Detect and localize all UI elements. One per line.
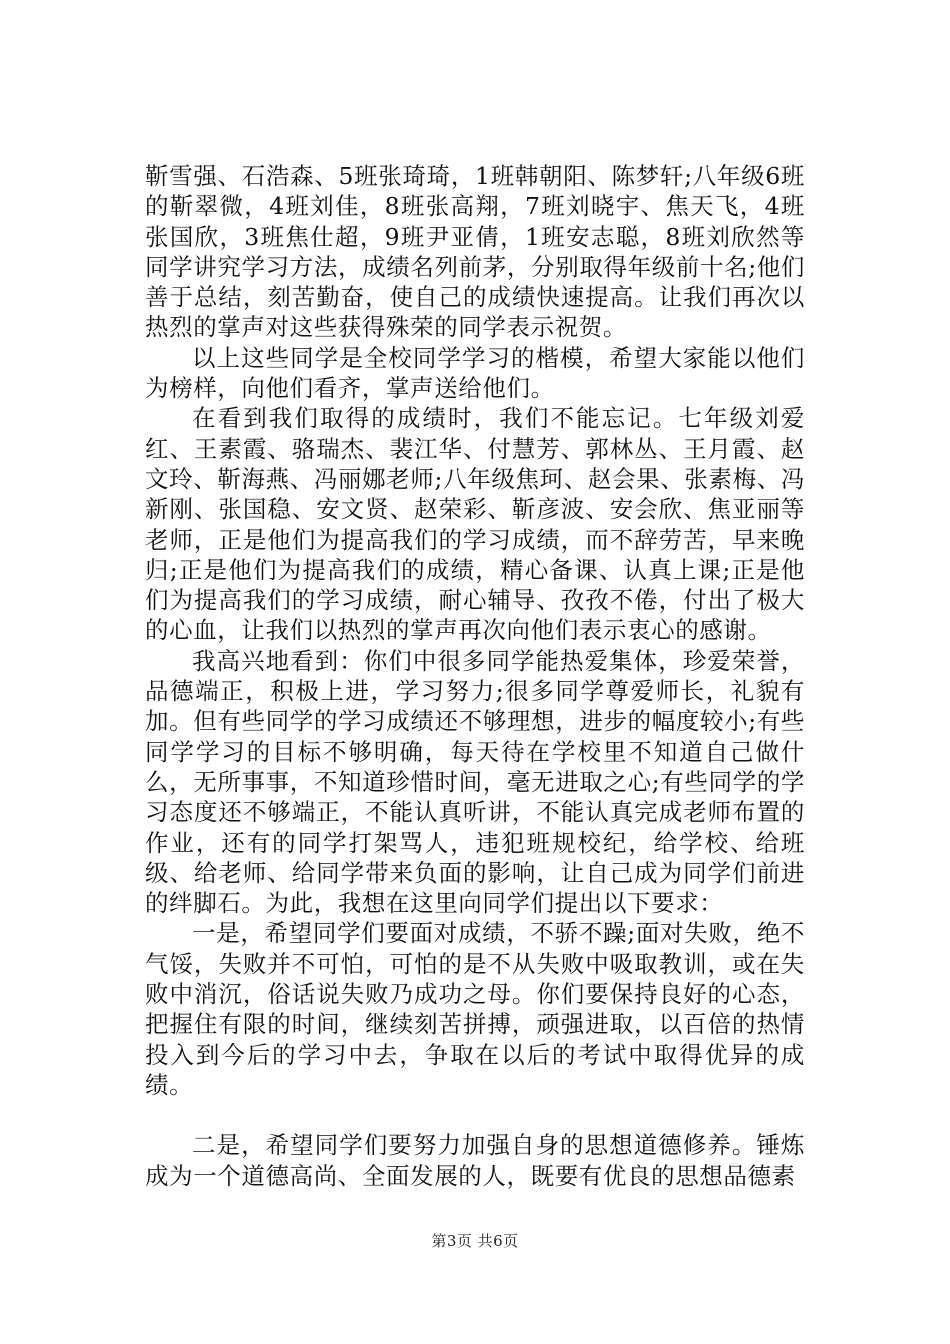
paragraph-6: 二是，希望同学们要努力加强自身的思想道德修养。锤炼成为一个道德高尚、全面发展的人，既要有优良的思想品德素	[145, 1131, 805, 1190]
paragraph-2: 以上这些同学是全校同学学习的楷模，希望大家能以他们为榜样，向他们看齐，掌声送给他们。	[145, 343, 805, 403]
page-footer	[0, 1230, 950, 1251]
paragraph-5: 一是，希望同学们要面对成绩，不骄不躁;面对失败，绝不气馁，失败并不可怕，可怕的是不从失败中吸取教训，或在失败中消沉，俗话说失败乃成功之母。你们要保持良好的心态，把握住有限的时间，继续刻苦拼搏，顽强进取，以百倍的热情投入到今后的学习中去，争取在以后的考试中取得优异的成绩。	[145, 919, 805, 1099]
document-body	[145, 161, 805, 1191]
page-number-label: 第3页 共6页	[431, 1232, 519, 1250]
paragraph-4: 我高兴地看到：你们中很多同学能热爱集体，珍爱荣誉，品德端正，积极上进，学习努力;很多同学尊爱师长，礼貌有加。但有些同学的学习成绩还不够理想，进步的幅度较小;有些同学学习的目标不够明确，每天待在学校里不知道自己做什么，无所事事，不知道珍惜时间，毫无进取之心;有些同学的学习态度还不够端正，不能认真听讲，不能认真完成老师布置的作业，还有的同学打架骂人，违犯班规校纪，给学校、给班级、给老师、给同学带来负面的影响，让自己成为同学们前进的绊脚石。为此，我想在这里向同学们提出以下要求：	[145, 646, 805, 918]
paragraph-3: 在看到我们取得的成绩时，我们不能忘记。七年级刘爱红、王素霞、骆瑞杰、裴江华、付慧芳、郭林丛、王月霞、赵文玲、靳海燕、冯丽娜老师;八年级焦珂、赵会果、张素梅、冯新刚、张国稳、安文贤、赵荣彩、靳彦波、安会欣、焦亚丽等老师，正是他们为提高我们的学习成绩，而不辞劳苦，早来晚归;正是他们为提高我们的成绩，精心备课、认真上课;正是他们为提高我们的学习成绩，耐心辅导、孜孜不倦，付出了极大的心血，让我们以热烈的掌声再次向他们表示衷心的感谢。	[145, 404, 805, 645]
paragraph-1: 靳雪强、石浩森、5班张琦琦，1班韩朝阳、陈梦轩;八年级6班的靳翠微，4班刘佳，8班张高翔，7班刘晓宇、焦天飞，4班张国欣，3班焦仕超，9班尹亚倩，1班安志聪，8班刘欣然等同学讲究学习方法，成绩名列前茅，分别取得年级前十名;他们善于总结，刻苦勤奋，使自己的成绩快速提高。让我们再次以热烈的掌声对这些获得殊荣的同学表示祝贺。	[145, 162, 805, 342]
